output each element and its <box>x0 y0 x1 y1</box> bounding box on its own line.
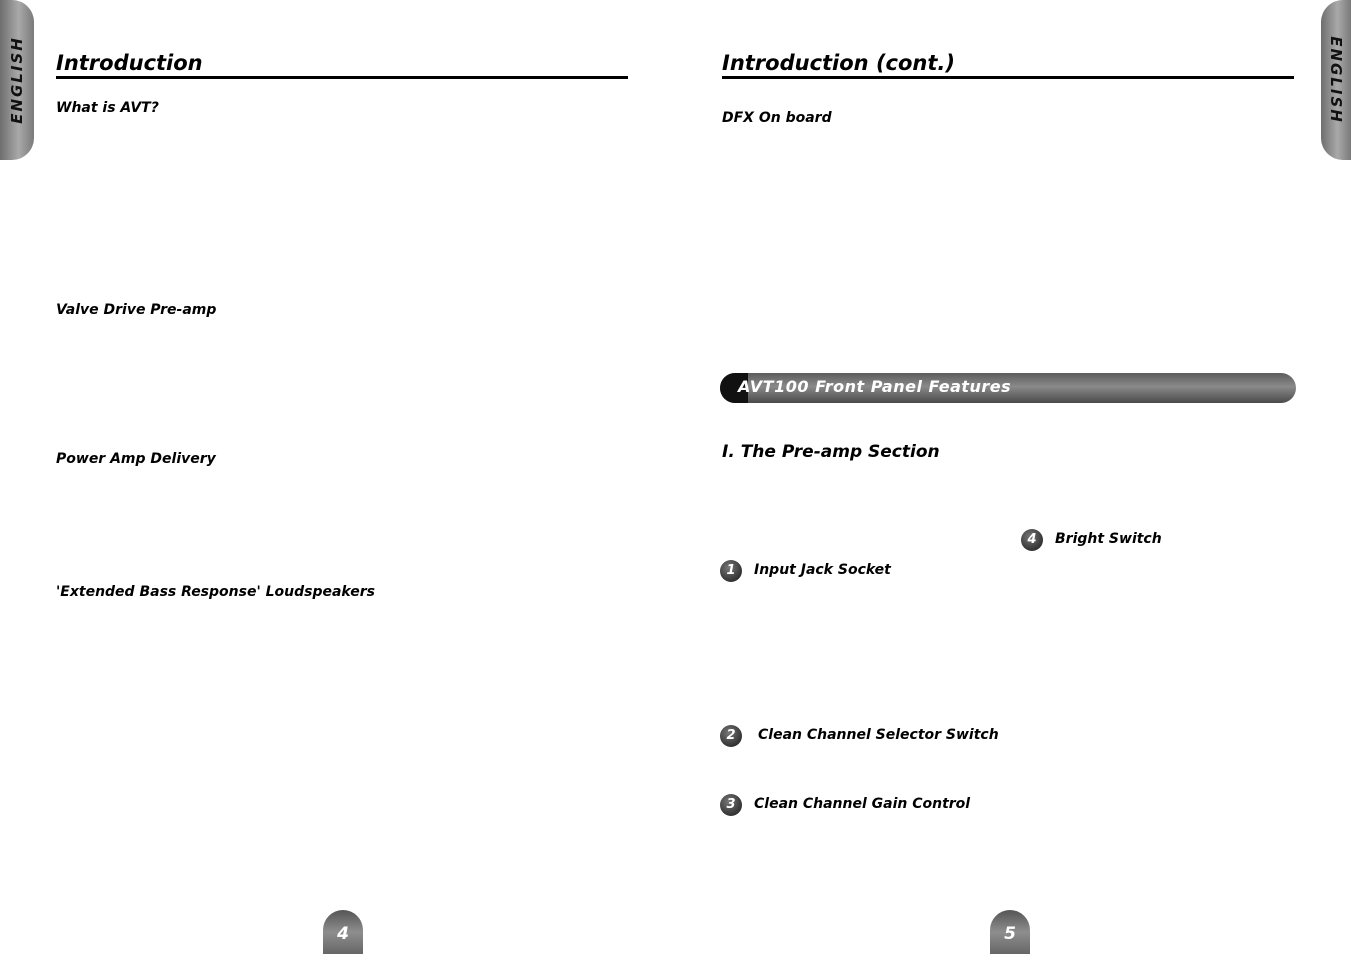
page-number-left: 4 <box>323 910 363 954</box>
feature-number-badge: 3 <box>720 794 742 816</box>
subheading-valve-drive: Valve Drive Pre-amp <box>56 302 217 318</box>
section-heading-preamp: I. The Pre-amp Section <box>722 442 940 462</box>
title-rule-right <box>722 76 1294 79</box>
subheading-dfx-on-board: DFX On board <box>722 110 832 126</box>
subheading-power-amp: Power Amp Delivery <box>56 451 216 467</box>
subheading-what-is-avt: What is AVT? <box>56 100 159 116</box>
section-banner <box>720 373 1296 403</box>
feature-number-badge: 4 <box>1021 529 1043 551</box>
subheading-bass-response: 'Extended Bass Response' Loudspeakers <box>56 584 375 600</box>
page-title-left: Introduction <box>56 51 203 75</box>
page-title-right: Introduction (cont.) <box>722 51 955 75</box>
feature-label-clean-channel-gain: Clean Channel Gain Control <box>754 796 971 812</box>
feature-number-badge: 1 <box>720 560 742 582</box>
language-tab-right <box>1321 0 1351 160</box>
feature-label-clean-channel-selector: Clean Channel Selector Switch <box>758 727 999 743</box>
feature-label-input-jack: Input Jack Socket <box>754 562 891 578</box>
feature-label-bright-switch: Bright Switch <box>1055 531 1162 547</box>
title-rule-left <box>56 76 628 79</box>
language-tab-label: ENGLISH <box>1327 36 1345 124</box>
feature-number-badge: 2 <box>720 725 742 747</box>
language-tab-left <box>0 0 34 160</box>
language-tab-label: ENGLISH <box>8 36 26 124</box>
page-number-right: 5 <box>990 910 1030 954</box>
banner-title: AVT100 Front Panel Features <box>738 377 1012 396</box>
